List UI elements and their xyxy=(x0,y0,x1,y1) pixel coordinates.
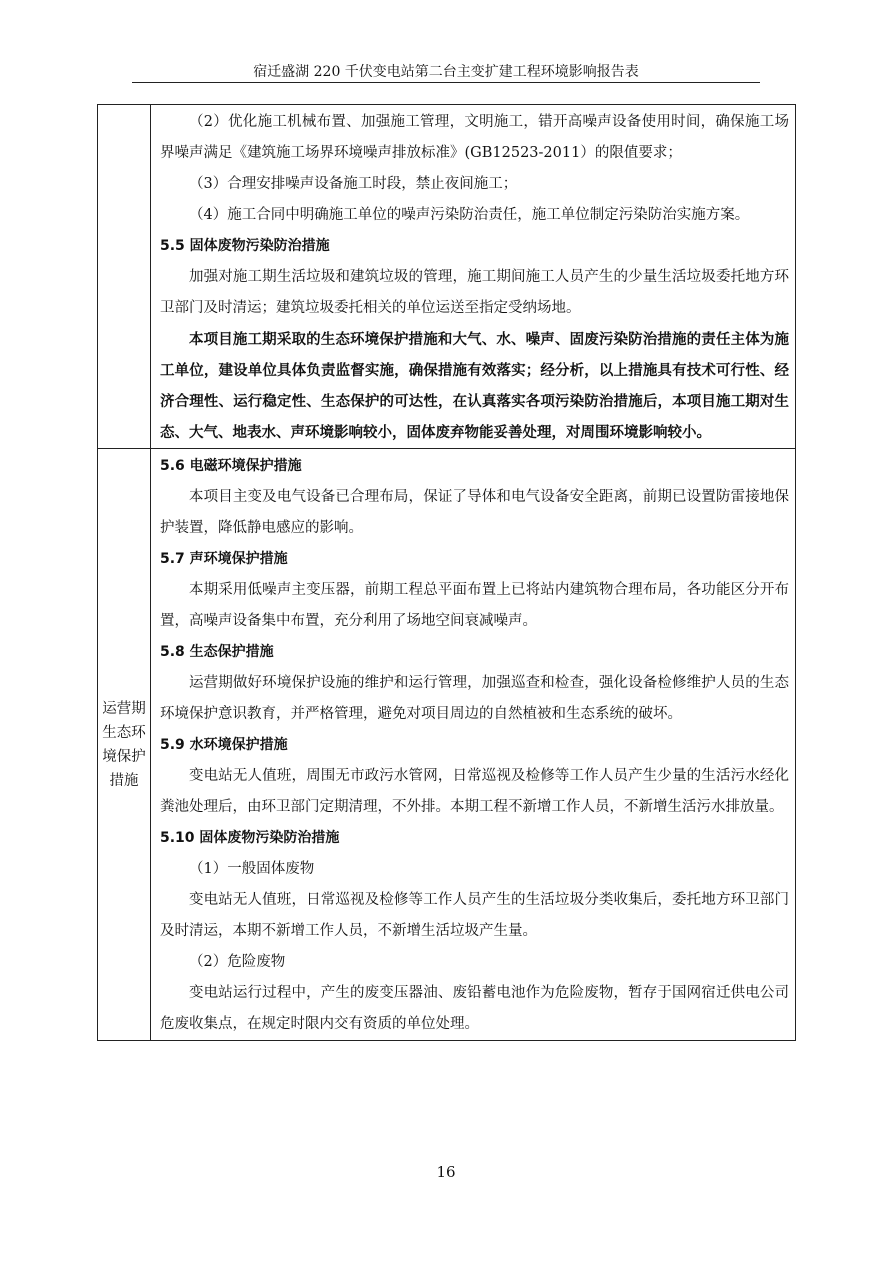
construction-measures-content xyxy=(151,105,796,449)
measures-table xyxy=(97,104,796,1041)
header-rule xyxy=(132,82,760,83)
heading-5-5: 5.5 固体废物污染防治措施 xyxy=(160,238,330,254)
construction-measures-row xyxy=(98,105,796,449)
subsection-general-waste-para: 变电站无人值班，日常巡视及检修等工作人员产生的生活垃圾分类收集后，委托地方环卫部门及时清运，本期不新增工作人员，不新增生活垃圾产生量。 xyxy=(160,892,789,939)
para-5-9: 变电站无人值班，周围无市政污水管网，日常巡视及检修等工作人员产生少量的生活污水经化粪池处理后，由环卫部门定期清理，不外排。本期工程不新增工作人员，不新增生活污水排放量。 xyxy=(160,768,789,815)
para-5-8: 运营期做好环境保护设施的维护和运行管理，加强巡查和检查，强化设备检修维护人员的生态环境保护意识教育，并严格管理，避免对项目周边的自然植被和生态系统的破坏。 xyxy=(160,675,789,722)
heading-5-8: 5.8 生态保护措施 xyxy=(160,644,274,660)
subsection-hazardous-waste-title: （2）危险废物 xyxy=(189,954,286,970)
row-label-construction xyxy=(98,105,151,449)
noise-measure-3: （3）合理安排噪声设备施工时段，禁止夜间施工； xyxy=(189,176,518,192)
operation-measures-row xyxy=(98,449,796,1041)
heading-5-10: 5.10 固体废物污染防治措施 xyxy=(160,830,340,846)
para-5-6: 本项目主变及电气设备已合理布局，保证了导体和电气设备安全距离，前期已设置防雷接地保护装置，降低静电感应的影响。 xyxy=(160,489,789,536)
construction-conclusion: 本项目施工期采取的生态环境保护措施和大气、水、噪声、固废污染防治措施的责任主体为施工单位，建设单位具体负责监督实施，确保措施有效落实；经分析，以上措施具有技术可行性、经济合理性、运行稳定性、生态保护的可达性，在认真落实各项污染防治措施后，本项目施工期对生态、大气、地表水、声环境影响较小，固体废弃物能妥善处理，对周围环境影响较小。 xyxy=(160,331,789,441)
heading-5-6: 5.6 电磁环境保护措施 xyxy=(160,458,302,474)
heading-5-9: 5.9 水环境保护措施 xyxy=(160,737,288,753)
para-5-7: 本期采用低噪声主变压器，前期工程总平面布置上已将站内建筑物合理布局，各功能区分开布置，高噪声设备集中布置，充分利用了场地空间衰减噪声。 xyxy=(160,582,789,629)
operation-measures-content xyxy=(151,449,796,1041)
noise-measure-4: （4）施工合同中明确施工单位的噪声污染防治责任，施工单位制定污染防治实施方案。 xyxy=(189,207,750,223)
para-5-5: 加强对施工期生活垃圾和建筑垃圾的管理，施工期间施工人员产生的少量生活垃圾委托地方环卫部门及时清运；建筑垃圾委托相关的单位运送至指定受纳场地。 xyxy=(160,269,789,316)
noise-measure-2: （2）优化施工机械布置、加强施工管理，文明施工，错开高噪声设备使用时间，确保施工场界噪声满足《建筑施工场界环境噪声排放标准》(GB12523-2011）的限值要求； xyxy=(160,114,789,161)
page-number: 16 xyxy=(436,1163,456,1181)
page-header-title: 宿迁盛湖 220 千伏变电站第二台主变扩建工程环境影响报告表 xyxy=(253,64,639,80)
subsection-hazardous-waste-para: 变电站运行过程中，产生的废变压器油、废铅蓄电池作为危险废物，暂存于国网宿迁供电公司危废收集点，在规定时限内交有资质的单位处理。 xyxy=(160,985,789,1032)
subsection-general-waste-title: （1）一般固体废物 xyxy=(189,861,315,877)
operation-label-text: 运营期生态环境保护措施 xyxy=(102,700,146,789)
row-label-operation xyxy=(98,449,151,1041)
heading-5-7: 5.7 声环境保护措施 xyxy=(160,551,288,567)
